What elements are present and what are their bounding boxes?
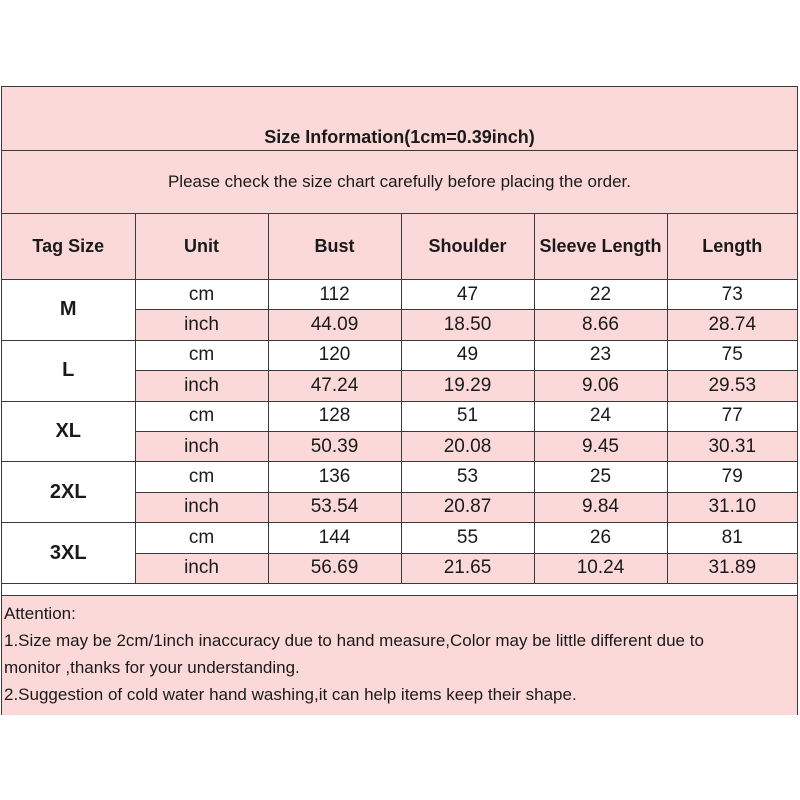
unit-cell: inch	[135, 310, 268, 340]
unit-cell: inch	[135, 553, 268, 583]
sleeve-length-cell: 10.24	[534, 553, 667, 583]
length-cell: 79	[667, 462, 797, 492]
unit-cell: inch	[135, 492, 268, 522]
length-cell: 30.31	[667, 431, 797, 461]
attention-notes	[2, 595, 797, 715]
table-row	[2, 280, 797, 310]
table-row	[2, 401, 797, 431]
subtitle-band	[2, 151, 797, 214]
shoulder-cell: 19.29	[401, 371, 534, 401]
column-header-length: Length	[667, 214, 797, 280]
bust-cell: 112	[268, 280, 401, 310]
column-header-tag-size: Tag Size	[2, 214, 135, 280]
sleeve-length-cell: 9.45	[534, 431, 667, 461]
shoulder-cell: 47	[401, 280, 534, 310]
bust-cell: 53.54	[268, 492, 401, 522]
length-cell: 75	[667, 340, 797, 370]
unit-cell: cm	[135, 523, 268, 553]
sleeve-length-cell: 9.84	[534, 492, 667, 522]
bust-cell: 56.69	[268, 553, 401, 583]
sleeve-length-cell: 24	[534, 401, 667, 431]
sleeve-length-cell: 9.06	[534, 371, 667, 401]
bust-cell: 47.24	[268, 371, 401, 401]
sleeve-length-cell: 25	[534, 462, 667, 492]
length-cell: 73	[667, 280, 797, 310]
size-label: 2XL	[2, 462, 135, 523]
length-cell: 31.10	[667, 492, 797, 522]
sleeve-length-cell: 26	[534, 523, 667, 553]
shoulder-cell: 55	[401, 523, 534, 553]
length-cell: 77	[667, 401, 797, 431]
table-row	[2, 523, 797, 553]
size-label: 3XL	[2, 523, 135, 584]
unit-cell: inch	[135, 431, 268, 461]
notes-heading: Attention:	[4, 604, 76, 623]
sleeve-length-cell: 22	[534, 280, 667, 310]
bust-cell: 144	[268, 523, 401, 553]
sleeve-length-cell: 23	[534, 340, 667, 370]
note-line: 2.Suggestion of cold water hand washing,it can help items keep their shape.	[4, 685, 577, 704]
length-cell: 29.53	[667, 371, 797, 401]
shoulder-cell: 53	[401, 462, 534, 492]
bust-cell: 136	[268, 462, 401, 492]
shoulder-cell: 20.08	[401, 431, 534, 461]
length-cell: 81	[667, 523, 797, 553]
unit-cell: cm	[135, 280, 268, 310]
bust-cell: 50.39	[268, 431, 401, 461]
chart-title: Size Information(1cm=0.39inch)	[264, 127, 535, 147]
size-label: M	[2, 280, 135, 341]
header-row	[2, 214, 797, 280]
note-line: 1.Size may be 2cm/1inch inaccuracy due to hand measure,Color may be little different due to	[4, 631, 704, 650]
column-header-bust: Bust	[268, 214, 401, 280]
unit-cell: inch	[135, 371, 268, 401]
shoulder-cell: 18.50	[401, 310, 534, 340]
unit-cell: cm	[135, 401, 268, 431]
sleeve-length-cell: 8.66	[534, 310, 667, 340]
shoulder-cell: 21.65	[401, 553, 534, 583]
bust-cell: 44.09	[268, 310, 401, 340]
table-row	[2, 340, 797, 370]
size-chart	[1, 86, 798, 715]
note-line: monitor ,thanks for your understanding.	[4, 658, 300, 677]
unit-cell: cm	[135, 462, 268, 492]
size-label: L	[2, 340, 135, 401]
size-label: XL	[2, 401, 135, 462]
chart-subtitle: Please check the size chart carefully before placing the order.	[167, 172, 632, 191]
unit-cell: cm	[135, 340, 268, 370]
column-header-unit: Unit	[135, 214, 268, 280]
bust-cell: 128	[268, 401, 401, 431]
length-cell: 28.74	[667, 310, 797, 340]
column-header-sleeve-length: Sleeve Length	[534, 214, 667, 280]
shoulder-cell: 20.87	[401, 492, 534, 522]
table-row	[2, 462, 797, 492]
column-header-shoulder: Shoulder	[401, 214, 534, 280]
bust-cell: 120	[268, 340, 401, 370]
shoulder-cell: 49	[401, 340, 534, 370]
length-cell: 31.89	[667, 553, 797, 583]
shoulder-cell: 51	[401, 401, 534, 431]
title-band	[2, 87, 797, 151]
size-table	[2, 214, 797, 584]
